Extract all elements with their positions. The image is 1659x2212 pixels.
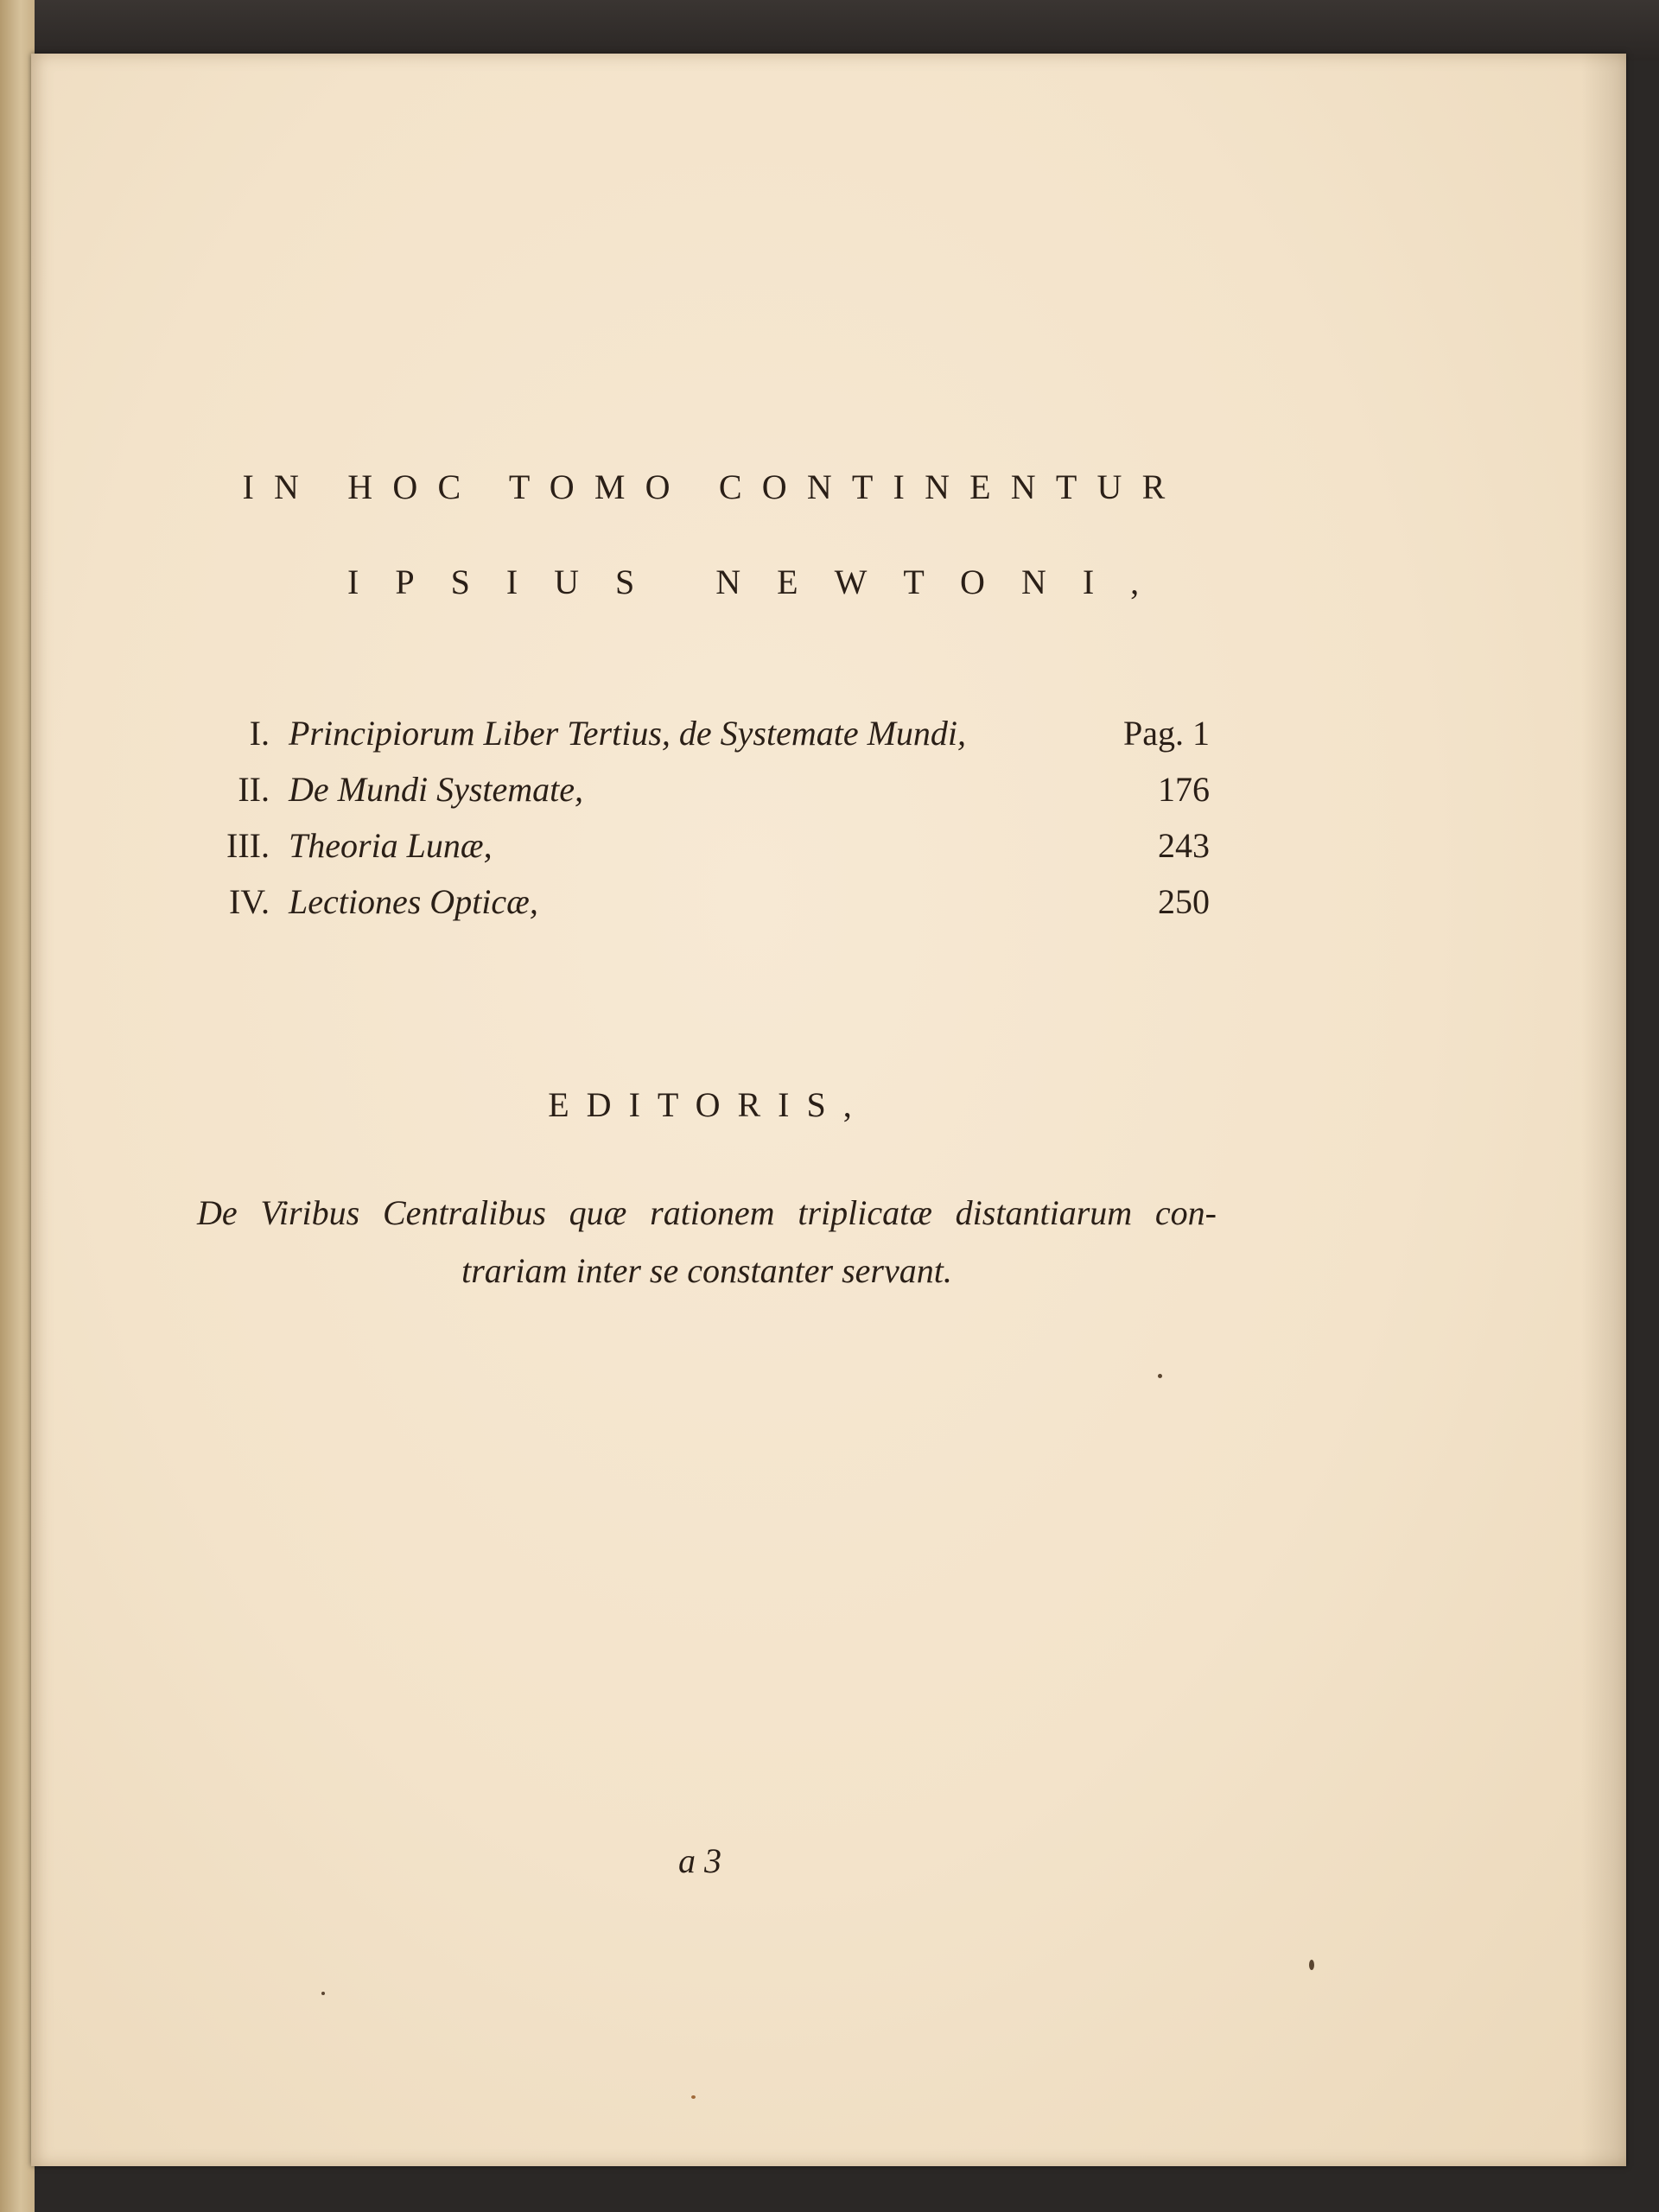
contents-heading: IN HOC TOMO CONTINENTUR (242, 467, 1185, 506)
editor-description-line: trariam inter se constanter servant. (461, 1251, 952, 1290)
toc-page: Pag. 1 (1123, 714, 1210, 753)
toc-title: Lectiones Opticæ, (289, 882, 538, 921)
signature-mark: a 3 (678, 1841, 721, 1880)
page-edge-shadow (1581, 54, 1626, 2166)
toc-page: 176 (1158, 770, 1210, 809)
toc-row (190, 825, 1210, 877)
paper-speck (1309, 1960, 1314, 1970)
toc-number: III. (226, 826, 270, 865)
toc-number: I. (249, 714, 270, 753)
editor-description-line: De Viribus Centralibus quæ rationem triplicatæ distantiarum con- (197, 1193, 1217, 1232)
toc-row (190, 769, 1210, 821)
toc-number: II. (238, 770, 270, 809)
editor-heading: EDITORIS, (548, 1085, 869, 1124)
toc-title: Principiorum Liber Tertius, de Systemate Mundi, (289, 714, 967, 753)
author-heading: IPSIUS NEWTONI, (347, 563, 1176, 601)
book-binding (0, 0, 35, 2212)
paper-speck (321, 1992, 325, 1995)
toc-title: De Mundi Systemate, (289, 770, 584, 809)
toc-page: 243 (1158, 826, 1210, 865)
table-background (0, 0, 1659, 60)
toc-row (190, 713, 1210, 765)
toc-page: 250 (1158, 882, 1210, 921)
toc-title: Theoria Lunæ, (289, 826, 493, 865)
toc-row (190, 881, 1210, 933)
toc-number: IV. (228, 882, 270, 921)
paper-speck (1158, 1374, 1162, 1378)
paper-speck (691, 2095, 696, 2099)
